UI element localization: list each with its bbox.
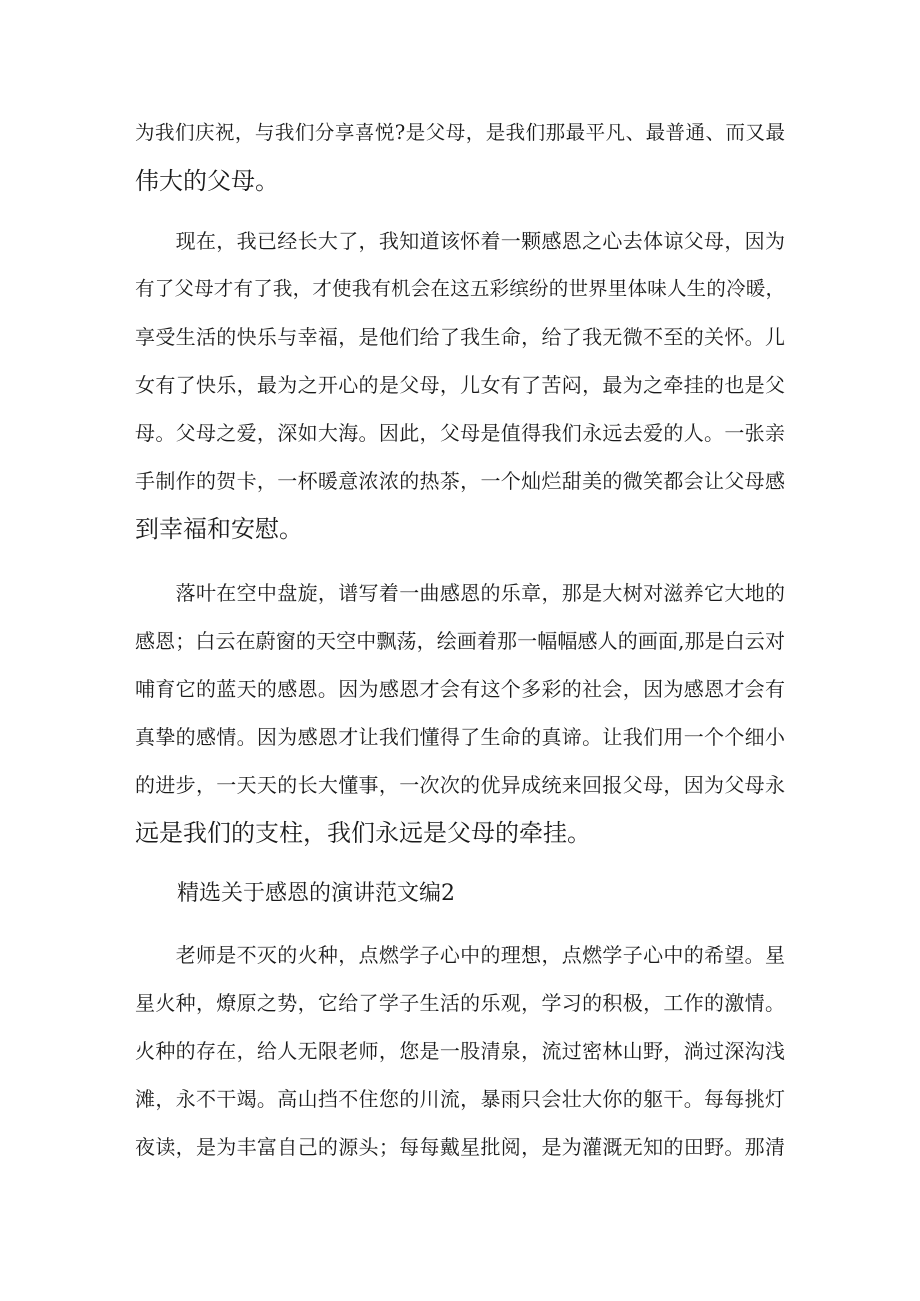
paragraph-2-line-2: 有了父母才有了我，才使我有机会在这五彩缤纷的世界里体味人生的冷暖， — [135, 277, 785, 300]
paragraph-2-line-3: 享受生活的快乐与幸福，是他们给了我生命，给了我无微不至的关怀。儿 — [135, 325, 785, 349]
paragraph-1-line-1: 为我们庆祝，与我们分享喜悦?是父母，是我们那最平凡、最普通、而又最 — [135, 121, 785, 144]
paragraph-2-line-4: 女有了快乐，最为之开心的是父母，儿女有了苦闷，最为之牵挂的也是父 — [135, 373, 785, 397]
paragraph-4-line-5: 夜读，是为丰富自己的源头；每每戴星批阅，是为灌溉无知的田野。那清 — [135, 1135, 785, 1159]
paragraph-2-line-6: 手制作的贺卡，一杯暖意浓浓的热茶，一个灿烂甜美的微笑都会让父母感 — [135, 469, 785, 493]
paragraph-4-line-2: 星火种，燎原之势，它给了学子生活的乐观，学习的积极，工作的激情。 — [135, 991, 785, 1015]
paragraph-2-line-5: 母。父母之爱，深如大海。因此，父母是值得我们永远去爱的人。一张亲 — [135, 421, 785, 445]
paragraph-3-line-3: 哺育它的蓝天的感恩。因为感恩才会有这个多彩的社会，因为感恩才会有 — [135, 677, 785, 701]
paragraph-3-line-4: 真挚的感情。因为感恩才让我们懂得了生命的真谛。让我们用一个个细小 — [135, 725, 785, 749]
section-heading: 精选关于感恩的演讲范文编2 — [177, 881, 455, 906]
paragraph-1-line-2: 伟大的父母。 — [135, 167, 279, 195]
paragraph-4-line-1: 老师是不灭的火种，点燃学子心中的理想，点燃学子心中的希望。星 — [135, 943, 785, 967]
paragraph-3-line-1: 落叶在空中盘旋，谱写着一曲感恩的乐章，那是大树对滋养它大地的 — [135, 581, 785, 605]
paragraph-4-line-3: 火种的存在，给人无限老师，您是一股清泉，流过密林山野，淌过深沟浅 — [135, 1039, 785, 1063]
paragraph-2-line-1: 现在，我已经长大了，我知道该怀着一颗感恩之心去体谅父母，因为 — [135, 229, 785, 253]
paragraph-3-line-6: 远是我们的支柱，我们永远是父母的牵挂。 — [135, 819, 591, 847]
paragraph-3-line-5: 的进步，一天天的长大懂事，一次次的优异成统来回报父母，因为父母永 — [135, 773, 785, 797]
paragraph-4-line-4: 滩，永不干竭。高山挡不住您的川流，暴雨只会壮大你的躯干。每每挑灯 — [135, 1087, 785, 1111]
paragraph-2-line-7: 到幸福和安慰。 — [135, 515, 303, 543]
paragraph-3-line-2: 感恩；白云在蔚窗的天空中飘荡，绘画着那一幅幅感人的画面,那是白云对 — [135, 629, 785, 653]
